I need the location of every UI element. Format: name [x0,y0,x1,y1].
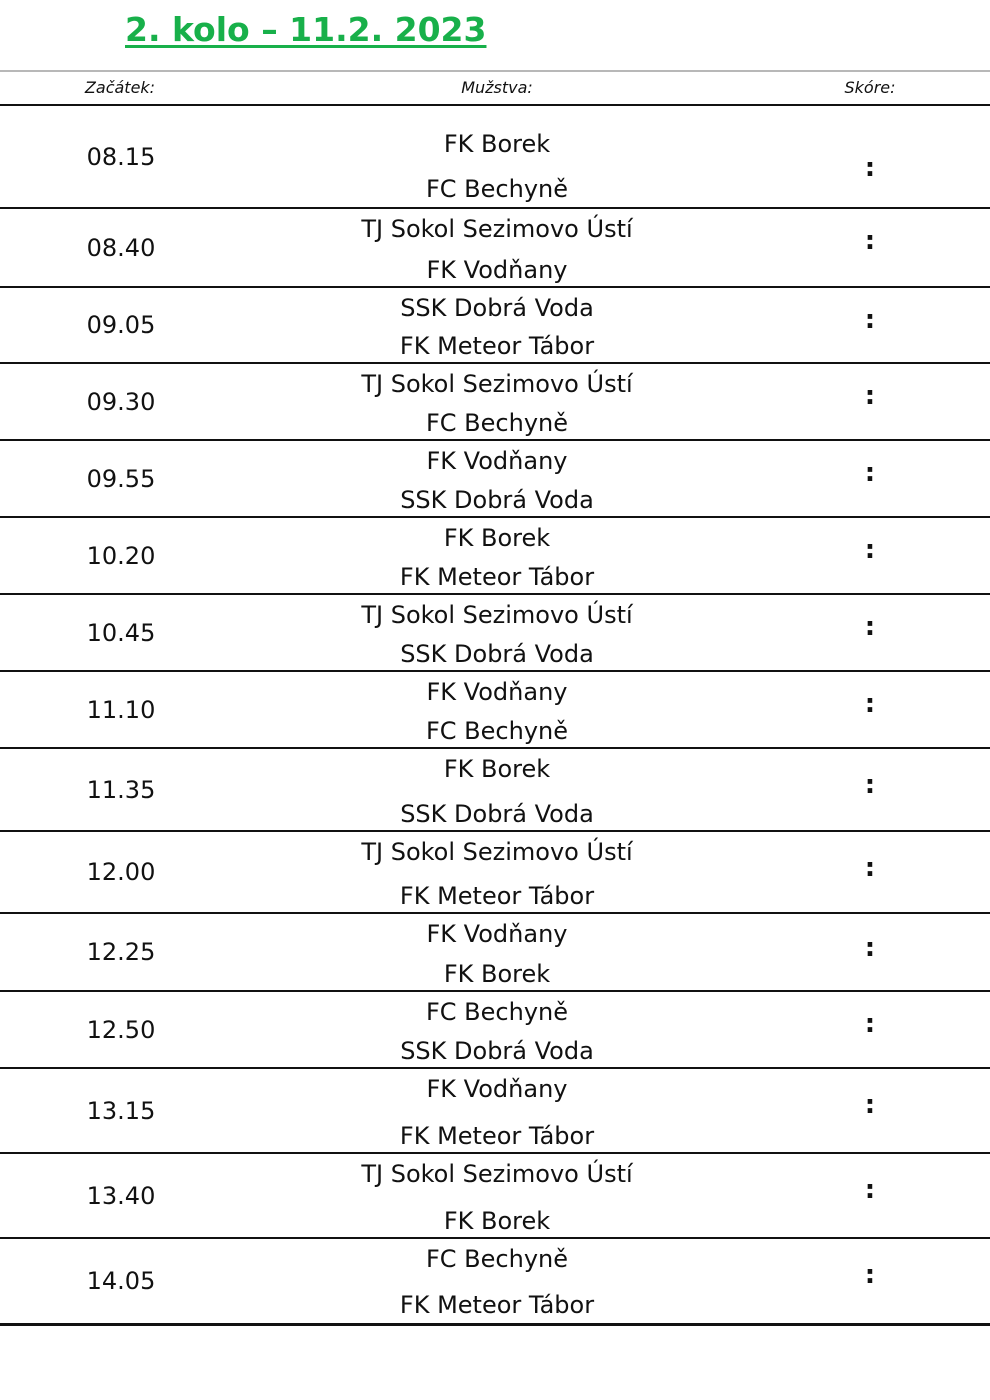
match-time: 14.05 [86,1267,156,1295]
match-score: : [864,770,876,800]
match-score: : [864,153,876,183]
away-team: FK Borek [443,1207,551,1235]
match-score: : [864,458,876,488]
match-time: 08.15 [86,142,156,171]
match-score: : [864,381,876,411]
home-team: FK Vodňany [426,447,568,475]
match-time: 11.35 [86,775,156,804]
home-team: FK Vodňany [426,1075,568,1103]
home-team: TJ Sokol Sezimovo Ústí [361,370,633,398]
page-title: 2. kolo – 11.2. 2023 [125,10,487,49]
table-header [0,72,990,106]
match-score: : [864,1175,876,1205]
home-team: TJ Sokol Sezimovo Ústí [361,838,633,866]
match-score: : [864,226,876,256]
match-row [0,672,990,749]
match-row [0,106,990,209]
away-team: FK Vodňany [426,256,568,284]
away-team: SSK Dobrá Voda [400,1037,594,1065]
match-score: : [864,612,876,642]
match-row [0,1069,990,1154]
match-time: 09.05 [86,311,156,339]
match-time: 11.10 [86,695,156,724]
away-team: FC Bechyně [425,717,568,745]
home-team: TJ Sokol Sezimovo Ústí [361,1160,633,1188]
match-time: 09.55 [86,464,156,493]
header-score: Skóre: [844,78,896,97]
home-team: TJ Sokol Sezimovo Ústí [361,215,633,243]
away-team: SSK Dobrá Voda [400,486,594,514]
away-team: FC Bechyně [425,175,568,203]
match-row [0,914,990,992]
home-team: FK Borek [443,755,551,783]
home-team: FK Borek [443,524,551,552]
match-time: 10.45 [86,618,156,647]
match-score: : [864,853,876,883]
home-team: FC Bechyně [425,1245,568,1273]
match-row [0,1239,990,1326]
match-row [0,518,990,595]
match-time: 13.40 [86,1181,156,1210]
match-row [0,595,990,672]
away-team: FK Meteor Tábor [399,1122,595,1150]
match-row [0,992,990,1069]
match-time: 12.25 [86,938,156,966]
match-row [0,364,990,441]
match-score: : [864,535,876,565]
away-team: FK Meteor Tábor [399,882,595,910]
home-team: FK Vodňany [426,678,568,706]
match-time: 12.50 [86,1015,156,1044]
match-score: : [864,1009,876,1039]
match-time: 13.15 [86,1096,156,1125]
match-table [0,106,990,1326]
match-row [0,441,990,518]
match-row [0,749,990,832]
match-score: : [864,1090,876,1120]
home-team: FK Vodňany [426,920,568,948]
away-team: FK Borek [443,960,551,988]
home-team: FC Bechyně [425,998,568,1026]
match-time: 09.30 [86,387,156,416]
match-row [0,1154,990,1239]
away-team: FK Meteor Tábor [399,1291,595,1319]
home-team: TJ Sokol Sezimovo Ústí [361,601,633,629]
header-time: Začátek: [84,78,156,97]
match-time: 08.40 [86,233,156,262]
match-score: : [864,933,876,963]
away-team: FK Meteor Tábor [399,563,595,591]
match-score: : [864,305,876,335]
match-score: : [864,689,876,719]
away-team: SSK Dobrá Voda [400,800,594,828]
away-team: FK Meteor Tábor [399,332,595,360]
header-teams: Mužstva: [461,78,533,97]
home-team: FK Borek [443,130,551,158]
away-team: FC Bechyně [425,409,568,437]
match-row [0,288,990,364]
match-row [0,832,990,914]
match-time: 10.20 [86,541,156,570]
home-team: SSK Dobrá Voda [400,294,594,322]
away-team: SSK Dobrá Voda [400,640,594,668]
match-row [0,209,990,288]
match-score: : [864,1260,876,1290]
match-time: 12.00 [86,858,156,886]
